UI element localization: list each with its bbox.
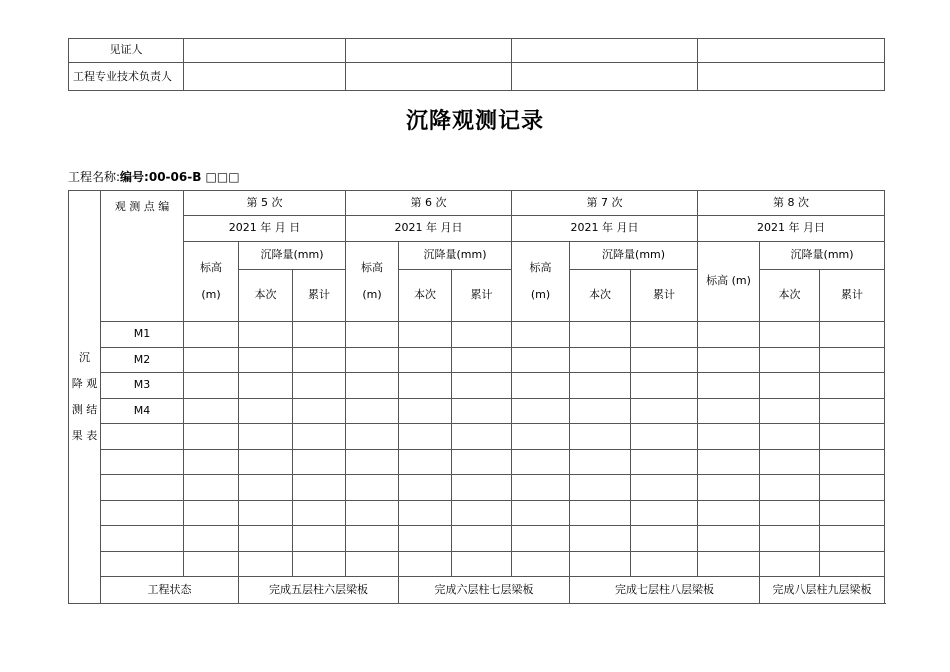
- data-cell[interactable]: [698, 322, 760, 348]
- data-cell[interactable]: [293, 424, 346, 450]
- point-id: M1: [101, 322, 184, 348]
- witness-cell[interactable]: [698, 39, 885, 63]
- table-row: [69, 373, 885, 399]
- data-cell[interactable]: [820, 552, 885, 577]
- data-cell[interactable]: [346, 322, 399, 348]
- data-cell[interactable]: [239, 450, 293, 475]
- point-id[interactable]: [101, 450, 184, 475]
- data-cell[interactable]: [452, 552, 512, 577]
- elevation-unit: (m): [362, 287, 382, 301]
- data-cell[interactable]: [820, 424, 885, 450]
- data-cell[interactable]: [760, 424, 820, 450]
- data-cell[interactable]: [239, 526, 293, 552]
- data-cell[interactable]: [760, 552, 820, 577]
- round-label: 第 7 次: [512, 191, 698, 216]
- data-cell[interactable]: [239, 322, 293, 348]
- data-cell[interactable]: [399, 526, 452, 552]
- data-cell[interactable]: [760, 450, 820, 475]
- table-row: [69, 475, 885, 501]
- data-cell[interactable]: [698, 373, 760, 399]
- data-cell[interactable]: [570, 348, 631, 373]
- data-cell[interactable]: [399, 348, 452, 373]
- data-cell[interactable]: [399, 373, 452, 399]
- data-cell[interactable]: [698, 501, 760, 526]
- data-cell[interactable]: [698, 450, 760, 475]
- data-cell[interactable]: [239, 348, 293, 373]
- data-cell[interactable]: [346, 399, 399, 424]
- data-cell[interactable]: [293, 450, 346, 475]
- table-row: [69, 322, 885, 348]
- data-cell[interactable]: [452, 399, 512, 424]
- data-cell[interactable]: [760, 373, 820, 399]
- witness-label: 见证人: [69, 39, 184, 63]
- data-cell[interactable]: [698, 424, 760, 450]
- point-id: M4: [101, 399, 184, 424]
- elevation-header: [512, 242, 570, 322]
- side-label-line: 果 表: [71, 429, 98, 442]
- status-label: 工程状态: [101, 577, 239, 604]
- data-cell[interactable]: [512, 399, 570, 424]
- data-cell[interactable]: [512, 373, 570, 399]
- data-cell[interactable]: [293, 526, 346, 552]
- data-cell[interactable]: [631, 501, 698, 526]
- project-number-label: 编号:: [120, 170, 149, 184]
- data-cell[interactable]: [184, 424, 239, 450]
- data-cell[interactable]: [820, 526, 885, 552]
- data-cell[interactable]: [570, 450, 631, 475]
- data-cell[interactable]: [760, 475, 820, 501]
- data-cell[interactable]: [452, 373, 512, 399]
- data-cell[interactable]: [512, 348, 570, 373]
- table-row: [69, 399, 885, 424]
- data-cell[interactable]: [698, 552, 760, 577]
- cumulative-header: 累计: [820, 270, 885, 322]
- data-cell[interactable]: [512, 424, 570, 450]
- table-row: [69, 424, 885, 450]
- data-cell[interactable]: [570, 399, 631, 424]
- data-cell[interactable]: [399, 399, 452, 424]
- data-cell[interactable]: [239, 552, 293, 577]
- round-date: 2021 年 月日: [698, 216, 885, 242]
- data-cell[interactable]: [293, 475, 346, 501]
- table-row: [69, 348, 885, 373]
- point-id: M2: [101, 348, 184, 373]
- side-label-line: 沉: [79, 351, 90, 364]
- table-row: [69, 552, 885, 577]
- data-cell[interactable]: [512, 526, 570, 552]
- data-cell[interactable]: [631, 322, 698, 348]
- side-label-line: 测 结: [71, 403, 98, 416]
- tech-lead-cell[interactable]: [346, 63, 512, 91]
- data-cell[interactable]: [698, 348, 760, 373]
- data-cell[interactable]: [184, 348, 239, 373]
- data-cell[interactable]: [820, 399, 885, 424]
- cumulative-header: 累计: [293, 270, 346, 322]
- data-cell[interactable]: [512, 475, 570, 501]
- data-cell[interactable]: [698, 475, 760, 501]
- point-id[interactable]: [101, 526, 184, 552]
- data-cell[interactable]: [452, 475, 512, 501]
- data-cell[interactable]: [239, 424, 293, 450]
- witness-cell[interactable]: [512, 39, 698, 63]
- witness-table: [68, 38, 885, 91]
- data-cell[interactable]: [346, 552, 399, 577]
- data-cell[interactable]: [184, 552, 239, 577]
- data-cell[interactable]: [346, 373, 399, 399]
- data-cell[interactable]: [698, 399, 760, 424]
- data-cell[interactable]: [760, 501, 820, 526]
- round-date: 2021 年 月日: [512, 216, 698, 242]
- data-cell[interactable]: [820, 348, 885, 373]
- data-cell[interactable]: [184, 373, 239, 399]
- data-cell[interactable]: [184, 399, 239, 424]
- data-cell[interactable]: [570, 424, 631, 450]
- project-info-line: [68, 168, 240, 185]
- settlement-header: 沉降量(mm): [239, 242, 346, 270]
- point-id: M3: [101, 373, 184, 399]
- point-id[interactable]: [101, 424, 184, 450]
- data-cell[interactable]: [570, 373, 631, 399]
- table-row: [69, 526, 885, 552]
- settlement-header: 沉降量(mm): [570, 242, 698, 270]
- settlement-table: [68, 190, 885, 604]
- data-cell[interactable]: [570, 501, 631, 526]
- data-cell[interactable]: [631, 552, 698, 577]
- table-row: [69, 501, 885, 526]
- data-cell[interactable]: [293, 373, 346, 399]
- current-header: 本次: [570, 270, 631, 322]
- data-cell[interactable]: [452, 424, 512, 450]
- data-cell[interactable]: [512, 501, 570, 526]
- data-cell[interactable]: [399, 450, 452, 475]
- data-cell[interactable]: [184, 526, 239, 552]
- data-cell[interactable]: [631, 424, 698, 450]
- witness-cell[interactable]: [184, 39, 346, 63]
- data-cell[interactable]: [512, 552, 570, 577]
- data-cell[interactable]: [570, 475, 631, 501]
- data-cell[interactable]: [346, 348, 399, 373]
- data-cell[interactable]: [184, 501, 239, 526]
- data-cell[interactable]: [820, 373, 885, 399]
- data-cell[interactable]: [512, 450, 570, 475]
- data-cell[interactable]: [184, 450, 239, 475]
- settlement-header: 沉降量(mm): [399, 242, 512, 270]
- data-cell[interactable]: [452, 450, 512, 475]
- data-cell[interactable]: [239, 373, 293, 399]
- data-cell[interactable]: [820, 450, 885, 475]
- round-status: 完成五层柱六层梁板: [239, 577, 399, 604]
- data-cell[interactable]: [570, 552, 631, 577]
- data-cell[interactable]: [631, 348, 698, 373]
- data-cell[interactable]: [570, 526, 631, 552]
- point-id[interactable]: [101, 501, 184, 526]
- status-row: [69, 577, 885, 604]
- tech-lead-cell[interactable]: [184, 63, 346, 91]
- data-cell[interactable]: [760, 322, 820, 348]
- current-header: 本次: [760, 270, 820, 322]
- elevation-label: 标高: [361, 260, 384, 274]
- tech-lead-cell[interactable]: [512, 63, 698, 91]
- data-cell[interactable]: [293, 501, 346, 526]
- data-cell[interactable]: [293, 348, 346, 373]
- data-cell[interactable]: [346, 475, 399, 501]
- data-cell[interactable]: [239, 475, 293, 501]
- data-cell[interactable]: [346, 424, 399, 450]
- data-cell[interactable]: [452, 501, 512, 526]
- data-cell[interactable]: [631, 373, 698, 399]
- data-cell[interactable]: [399, 552, 452, 577]
- side-label-line: 降 观: [71, 377, 98, 390]
- data-cell[interactable]: [346, 450, 399, 475]
- data-cell[interactable]: [631, 526, 698, 552]
- data-cell[interactable]: [399, 424, 452, 450]
- elevation-header: [184, 242, 239, 322]
- data-cell[interactable]: [399, 475, 452, 501]
- tech-lead-label: 工程专业技术负责人: [69, 63, 184, 91]
- data-cell[interactable]: [698, 526, 760, 552]
- round-label: 第 8 次: [698, 191, 885, 216]
- data-cell[interactable]: [570, 322, 631, 348]
- data-cell[interactable]: [399, 501, 452, 526]
- data-cell[interactable]: [293, 399, 346, 424]
- data-cell[interactable]: [820, 475, 885, 501]
- data-cell[interactable]: [820, 322, 885, 348]
- round-label: 第 6 次: [346, 191, 512, 216]
- round-date: 2021 年 月日: [346, 216, 512, 242]
- round-date: 2021 年 月 日: [184, 216, 346, 242]
- elevation-label: 标高: [529, 260, 552, 274]
- data-cell[interactable]: [399, 322, 452, 348]
- round-status: 完成六层柱七层梁板: [399, 577, 570, 604]
- data-cell[interactable]: [512, 322, 570, 348]
- data-cell[interactable]: [760, 399, 820, 424]
- current-header: 本次: [239, 270, 293, 322]
- round-status: 完成七层柱八层梁板: [570, 577, 760, 604]
- round-status: 完成八层柱九层梁板: [760, 577, 885, 604]
- point-id[interactable]: [101, 475, 184, 501]
- point-id[interactable]: [101, 552, 184, 577]
- project-name-label: 工程名称:: [68, 170, 121, 184]
- cumulative-header: 累计: [452, 270, 512, 322]
- settlement-header: 沉降量(mm): [760, 242, 885, 270]
- side-label: [69, 191, 101, 604]
- point-header: 观 测 点 编: [101, 191, 184, 322]
- elevation-header: 标高 (m): [698, 242, 760, 322]
- elevation-unit: (m): [530, 287, 551, 301]
- witness-cell[interactable]: [346, 39, 512, 63]
- data-cell[interactable]: [452, 526, 512, 552]
- data-cell[interactable]: [346, 526, 399, 552]
- data-cell[interactable]: [346, 501, 399, 526]
- round-label: 第 5 次: [184, 191, 346, 216]
- page-title: 沉降观测记录: [405, 109, 544, 134]
- current-header: 本次: [399, 270, 452, 322]
- data-cell[interactable]: [239, 501, 293, 526]
- elevation-label: 标高: [200, 260, 222, 274]
- data-cell[interactable]: [760, 526, 820, 552]
- elevation-header: [346, 242, 399, 322]
- project-number-value: 00-06-B □□□: [148, 170, 240, 184]
- data-cell[interactable]: [452, 322, 512, 348]
- data-cell[interactable]: [631, 475, 698, 501]
- elevation-unit: (m): [201, 287, 221, 301]
- data-cell[interactable]: [820, 501, 885, 526]
- data-cell[interactable]: [760, 348, 820, 373]
- table-row: [69, 450, 885, 475]
- cumulative-header: 累计: [631, 270, 698, 322]
- data-cell[interactable]: [452, 348, 512, 373]
- data-cell[interactable]: [631, 450, 698, 475]
- data-cell[interactable]: [293, 552, 346, 577]
- data-cell[interactable]: [631, 399, 698, 424]
- data-cell[interactable]: [239, 399, 293, 424]
- data-cell[interactable]: [184, 475, 239, 501]
- data-cell[interactable]: [184, 322, 239, 348]
- tech-lead-cell[interactable]: [698, 63, 885, 91]
- data-cell[interactable]: [293, 322, 346, 348]
